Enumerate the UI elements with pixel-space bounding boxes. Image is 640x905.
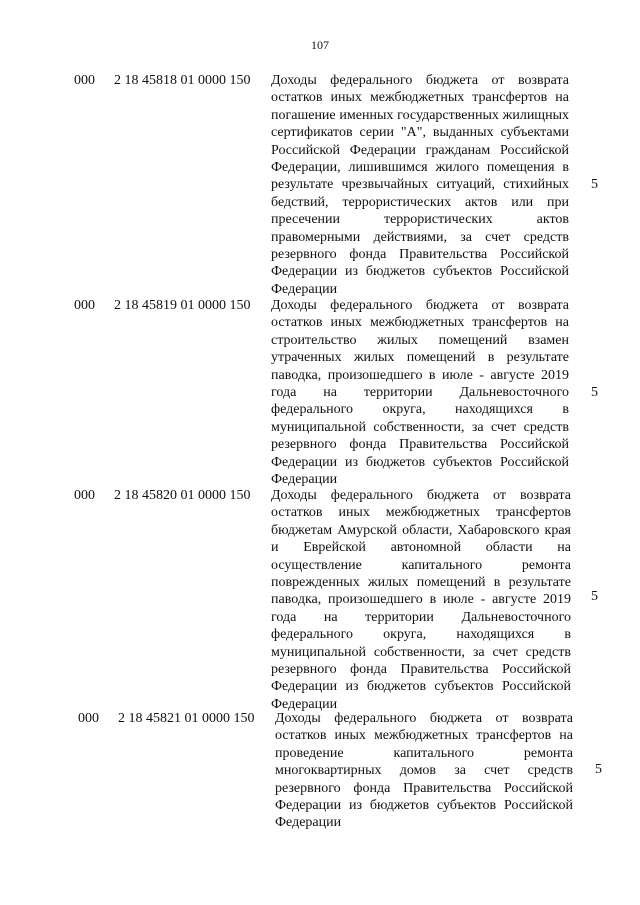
row-description: Доходы федерального бюджета от возврата остатков иных межбюджетных трансфертов на погашение именных государственных жилищных сертификатов серии "А", выданных субъектами Российской Федерации гражданам Российской Федерации, лишившимся жилого помещения в результате чрезвычайных ситуаций, стихийных бедствий, террористических актов или при пресечении террористических актов правомерными действиями, за счет средств резервного фонда Правительства Российской Федерации из бюджетов субъектов Российской Федерации <box>271 73 569 297</box>
page-number: 107 <box>311 38 329 52</box>
admin-code: 000 <box>74 488 95 503</box>
table-row <box>0 487 640 712</box>
norm-percent: 5 <box>591 177 598 192</box>
kbk-code: 2 18 45820 01 0000 150 <box>114 488 251 503</box>
kbk-code: 2 18 45818 01 0000 150 <box>114 73 251 88</box>
row-description: Доходы федерального бюджета от возврата остатков иных межбюджетных трансфертов бюджетам Амурской области, Хабаровского края и Еврейской автономной области на осуществление капитального ремонта поврежденных жилых помещений в результате паводка, произошедшего в июле - августе 2019 года на территории Дальневосточного федерального округа, находящихся в муниципальной собственности, за счет средств резервного фонда Правительства Российской Федерации из бюджетов субъектов Российской Федерации <box>271 488 571 712</box>
norm-percent: 5 <box>591 589 598 604</box>
kbk-code: 2 18 45821 01 0000 150 <box>118 711 255 726</box>
row-description: Доходы федерального бюджета от возврата остатков иных межбюджетных трансфертов на проведение капитального ремонта многоквартирных домов за счет средств резервного фонда Правительства Российской Федерации из бюджетов субъектов Российской Федерации <box>275 711 573 831</box>
kbk-code: 2 18 45819 01 0000 150 <box>114 298 251 313</box>
admin-code: 000 <box>74 298 95 313</box>
table-row <box>0 710 640 835</box>
row-description: Доходы федерального бюджета от возврата остатков иных межбюджетных трансфертов на строительство жилых помещений взамен утраченных жилых помещений в результате паводка, произошедшего в июле - августе 2019 года на территории Дальневосточного федерального округа, находящихся в муниципальной собственности, за счет средств резервного фонда Правительства Российской Федерации из бюджетов субъектов Российской Федерации <box>271 298 569 488</box>
table-row <box>0 72 640 297</box>
admin-code: 000 <box>74 73 95 88</box>
table-row <box>0 297 640 487</box>
admin-code: 000 <box>78 711 99 726</box>
norm-percent: 5 <box>595 762 602 777</box>
norm-percent: 5 <box>591 385 598 400</box>
